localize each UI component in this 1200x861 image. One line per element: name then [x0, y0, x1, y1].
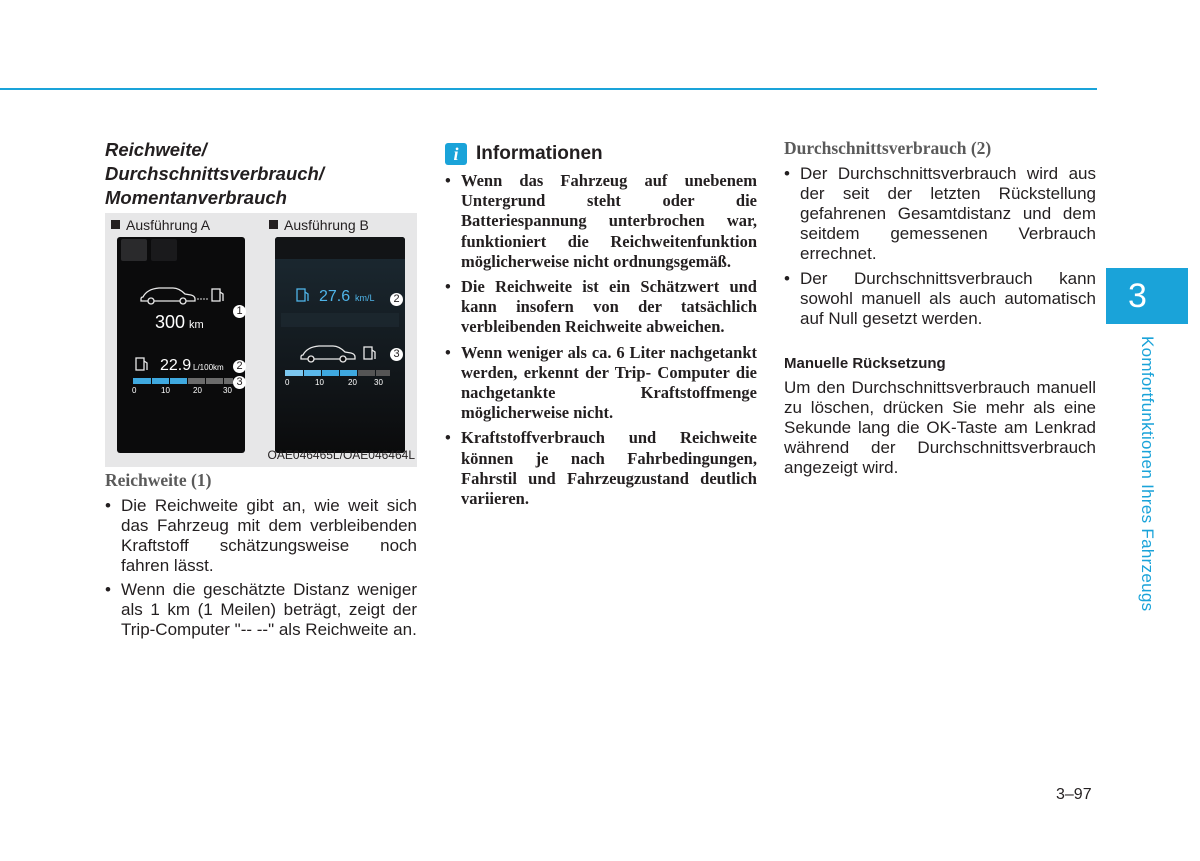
page-number: 3–97 [1056, 786, 1092, 803]
range-unit: km [189, 319, 204, 331]
consumption-unit: L/100km [193, 363, 224, 372]
list-item: • Der Durchschnittsverbrauch wird aus der seit der letzten Rückstellung gefahrenen Gesamtdistanz und dem seitdem gemessenen Verbrauch errechnet. [784, 164, 1096, 264]
fuel-pump-icon [212, 289, 223, 301]
car-icon [141, 288, 195, 304]
callout-3: 3 [390, 348, 403, 361]
dotted-line [197, 298, 208, 300]
cluster-screen-b [275, 237, 405, 453]
column-2 [445, 143, 757, 509]
info-bullets [445, 171, 757, 509]
list-item: • Der Durchschnittsverbrauch kann sowohl manuell als auch automatisch auf Null gesetzt werden. [784, 269, 1096, 329]
scale-tick: 20 [193, 386, 202, 395]
range-heading: Reichweite (1) [105, 470, 212, 490]
list-item: • Kraftstoffverbrauch und Reichweite können je nach Fahrbedingungen, Fahrstil und Fahrzeugzustand deutlich variieren. [445, 428, 757, 509]
chapter-title: Komfortfunktionen Ihres Fahrzeugs [1138, 336, 1157, 612]
heading-line-3: Momentanverbrauch [105, 187, 287, 208]
manual-reset-heading: Manuelle Rücksetzung [784, 355, 946, 372]
column-1 [105, 138, 417, 210]
list-item: • Die Reichweite gibt an, wie weit sich das Fahrzeug mit dem verbleibenden Kraftstoff schätzungsweise noch fahren lässt. [105, 496, 417, 576]
range-bullets [105, 496, 417, 640]
avg-consumption-bullets [784, 164, 1096, 329]
heading-line-2: Durchschnittsverbrauch/ [105, 163, 324, 184]
info-heading [445, 143, 757, 165]
cluster-screen-b-graphic [275, 237, 405, 453]
list-item: • Die Reichweite ist ein Schätzwert und kann insofern von der tatsächlich verbleibenden Reichweite abweichen. [445, 277, 757, 338]
scale-tick: 0 [132, 386, 137, 395]
range-section [105, 470, 417, 640]
callout-1: 1 [233, 305, 246, 318]
list-item: • Wenn die geschätzte Distanz weniger als 1 km (1 Meilen) beträgt, zeigt der Trip-Computer "-- --" als Reichweite an. [105, 580, 417, 640]
info-icon: i [445, 143, 467, 165]
consumption-value: 22.9 [160, 357, 192, 374]
instrument-cluster-figure [105, 213, 417, 467]
section-heading [105, 138, 417, 210]
manual-reset-paragraph: Um den Durchschnittsverbrauch manuell zu löschen, drücken Sie mehr als eine Sekunde lang die OK-Taste am Lenkrad während der Durchschnittsverbrauch angezeigt wird. [784, 378, 1096, 477]
consumption-unit: km/L [355, 293, 375, 303]
callout-3: 3 [233, 376, 246, 389]
screen-tab-icon [151, 239, 177, 261]
fuel-pump-icon [136, 358, 147, 370]
consumption-value: 27.6 [319, 288, 351, 305]
figure-caption: OAE046465L/OAE046464L [267, 448, 415, 462]
callout-2: 2 [390, 293, 403, 306]
screen-tab-icon [121, 239, 147, 261]
range-value: 300 [155, 312, 186, 332]
scale-tick: 10 [315, 378, 324, 387]
chapter-tab: 3 [1106, 268, 1188, 324]
list-item: • Wenn das Fahrzeug auf unebenem Untergrund steht oder die Batteriespannung unterbrochen war, funktioniert die Reichweitenfunktion möglicherweise nicht ordnungsgemäß. [445, 171, 757, 272]
heading-line-1: Reichweite/ [105, 139, 207, 160]
callout-2: 2 [233, 360, 246, 373]
info-title: Informationen [476, 143, 603, 164]
list-item: • Wenn weniger als ca. 6 Liter nachgetankt werden, erkennt der Trip- Computer die nachgetankte Kraftstoffmenge möglicherweise nicht. [445, 343, 757, 424]
column-3 [784, 138, 1096, 478]
figure-label-a: Ausführung A [111, 217, 210, 233]
cluster-screen-a-graphic [117, 237, 245, 453]
avg-consumption-heading: Durchschnittsverbrauch (2) [784, 138, 992, 158]
scale-tick: 0 [285, 378, 290, 387]
scale-tick: 20 [348, 378, 357, 387]
scale-tick: 30 [223, 386, 232, 395]
consumption-bar [285, 370, 390, 376]
consumption-bar [133, 378, 233, 384]
header-rule [0, 88, 1097, 90]
figure-label-b: Ausführung B [269, 217, 369, 233]
cluster-screen-a [117, 237, 245, 453]
scale-tick: 10 [161, 386, 170, 395]
scale-tick: 30 [374, 378, 383, 387]
